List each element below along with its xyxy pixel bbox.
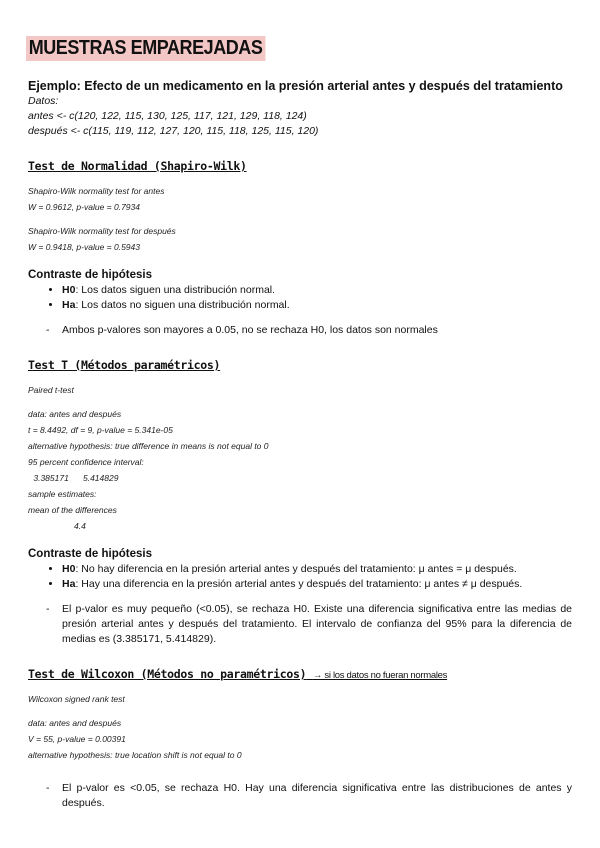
ttest-contrast-title: Contraste de hipótesis [28, 548, 152, 560]
example-heading: Ejemplo: Efecto de un medicamento en la presión arterial antes y después del tratamiento [28, 79, 563, 93]
ttest-output-line: 4.4 [74, 521, 86, 531]
ttest-output-line: t = 8.4492, df = 9, p-value = 5.341e-05 [28, 425, 173, 435]
normality-ha-item [62, 298, 572, 313]
normality-conclusion: - Ambos p-valores son mayores a 0.05, no se rechaza H0, los datos son normales [28, 323, 572, 338]
antes-data-line: antes <- c(120, 122, 115, 130, 125, 117, 121, 129, 118, 124) [28, 110, 307, 122]
normality-h0-item [62, 283, 572, 298]
ttest-conclusion: - El p-valor es muy pequeño (<0.05), se rechaza H0. Existe una diferencia significativa entre las medias de presión arterial antes y después del tratamiento. El intervalo de confianza del 95% para la diferencia de medias es (3.385171, 5.414829). [28, 602, 572, 647]
wilcoxon-output-line: alternative hypothesis: true location shift is not equal to 0 [28, 750, 242, 760]
ttest-output-line: 3.385171 5.414829 [31, 473, 119, 483]
h0-text: : No hay diferencia en la presión arterial antes y después del tratamiento: μ antes = μ después. [75, 563, 517, 575]
page-title: MUESTRAS EMPAREJADAS [26, 36, 265, 61]
ttest-output-line: data: antes and después [28, 409, 122, 419]
datos-label: Datos: [28, 95, 59, 107]
h0-text: : Los datos siguen una distribución normal. [75, 284, 276, 296]
ttest-output-line: mean of the differences [28, 505, 117, 515]
h0-label: H0 [62, 284, 76, 296]
ha-text: : Los datos no siguen una distribución normal. [75, 299, 290, 311]
despues-data-line: después <- c(115, 119, 112, 127, 120, 115, 118, 125, 115, 120) [28, 125, 319, 137]
ha-text: : Hay una diferencia en la presión arterial antes y después del tratamiento: μ antes ≠ μ después. [75, 578, 523, 590]
h0-label: H0 [62, 563, 76, 575]
wilcoxon-section-title [28, 667, 572, 681]
ha-label: Ha [62, 299, 76, 311]
ttest-output-line: alternative hypothesis: true difference in means is not equal to 0 [28, 441, 269, 451]
ttest-h0-item [62, 562, 572, 577]
normality-contrast-title: Contraste de hipótesis [28, 269, 152, 281]
wilcoxon-title-suffix: → si los datos no fueran normales [312, 670, 448, 681]
ha-label: Ha [62, 578, 76, 590]
wilcoxon-title-text: Test de Wilcoxon (Métodos no paramétricos) [28, 667, 307, 681]
wilcoxon-output-line: V = 55, p-value = 0.00391 [28, 734, 126, 744]
normality-section-title: Test de Normalidad (Shapiro-Wilk) [28, 159, 247, 173]
normality-hypotheses-list [28, 283, 572, 313]
shapiro-antes-value: W = 0.9612, p-value = 0.7934 [28, 202, 140, 212]
shapiro-antes-label: Shapiro-Wilk normality test for antes [28, 186, 165, 196]
shapiro-despues-label: Shapiro-Wilk normality test for después [28, 226, 176, 236]
ttest-hypotheses-list [28, 562, 572, 592]
ttest-output-line: Paired t-test [28, 385, 74, 395]
ttest-output-line: sample estimates: [28, 489, 97, 499]
wilcoxon-conclusion: - El p-valor es <0.05, se rechaza H0. Hay una diferencia significativa entre las distribuciones de antes y después. [28, 781, 572, 811]
ttest-output-line: 95 percent confidence interval: [28, 457, 144, 467]
ttest-section-title: Test T (Métodos paramétricos) [28, 358, 221, 372]
shapiro-despues-value: W = 0.9418, p-value = 0.5943 [28, 242, 140, 252]
ttest-ha-item [62, 577, 572, 592]
wilcoxon-output-line: Wilcoxon signed rank test [28, 694, 125, 704]
wilcoxon-output-line: data: antes and después [28, 718, 122, 728]
